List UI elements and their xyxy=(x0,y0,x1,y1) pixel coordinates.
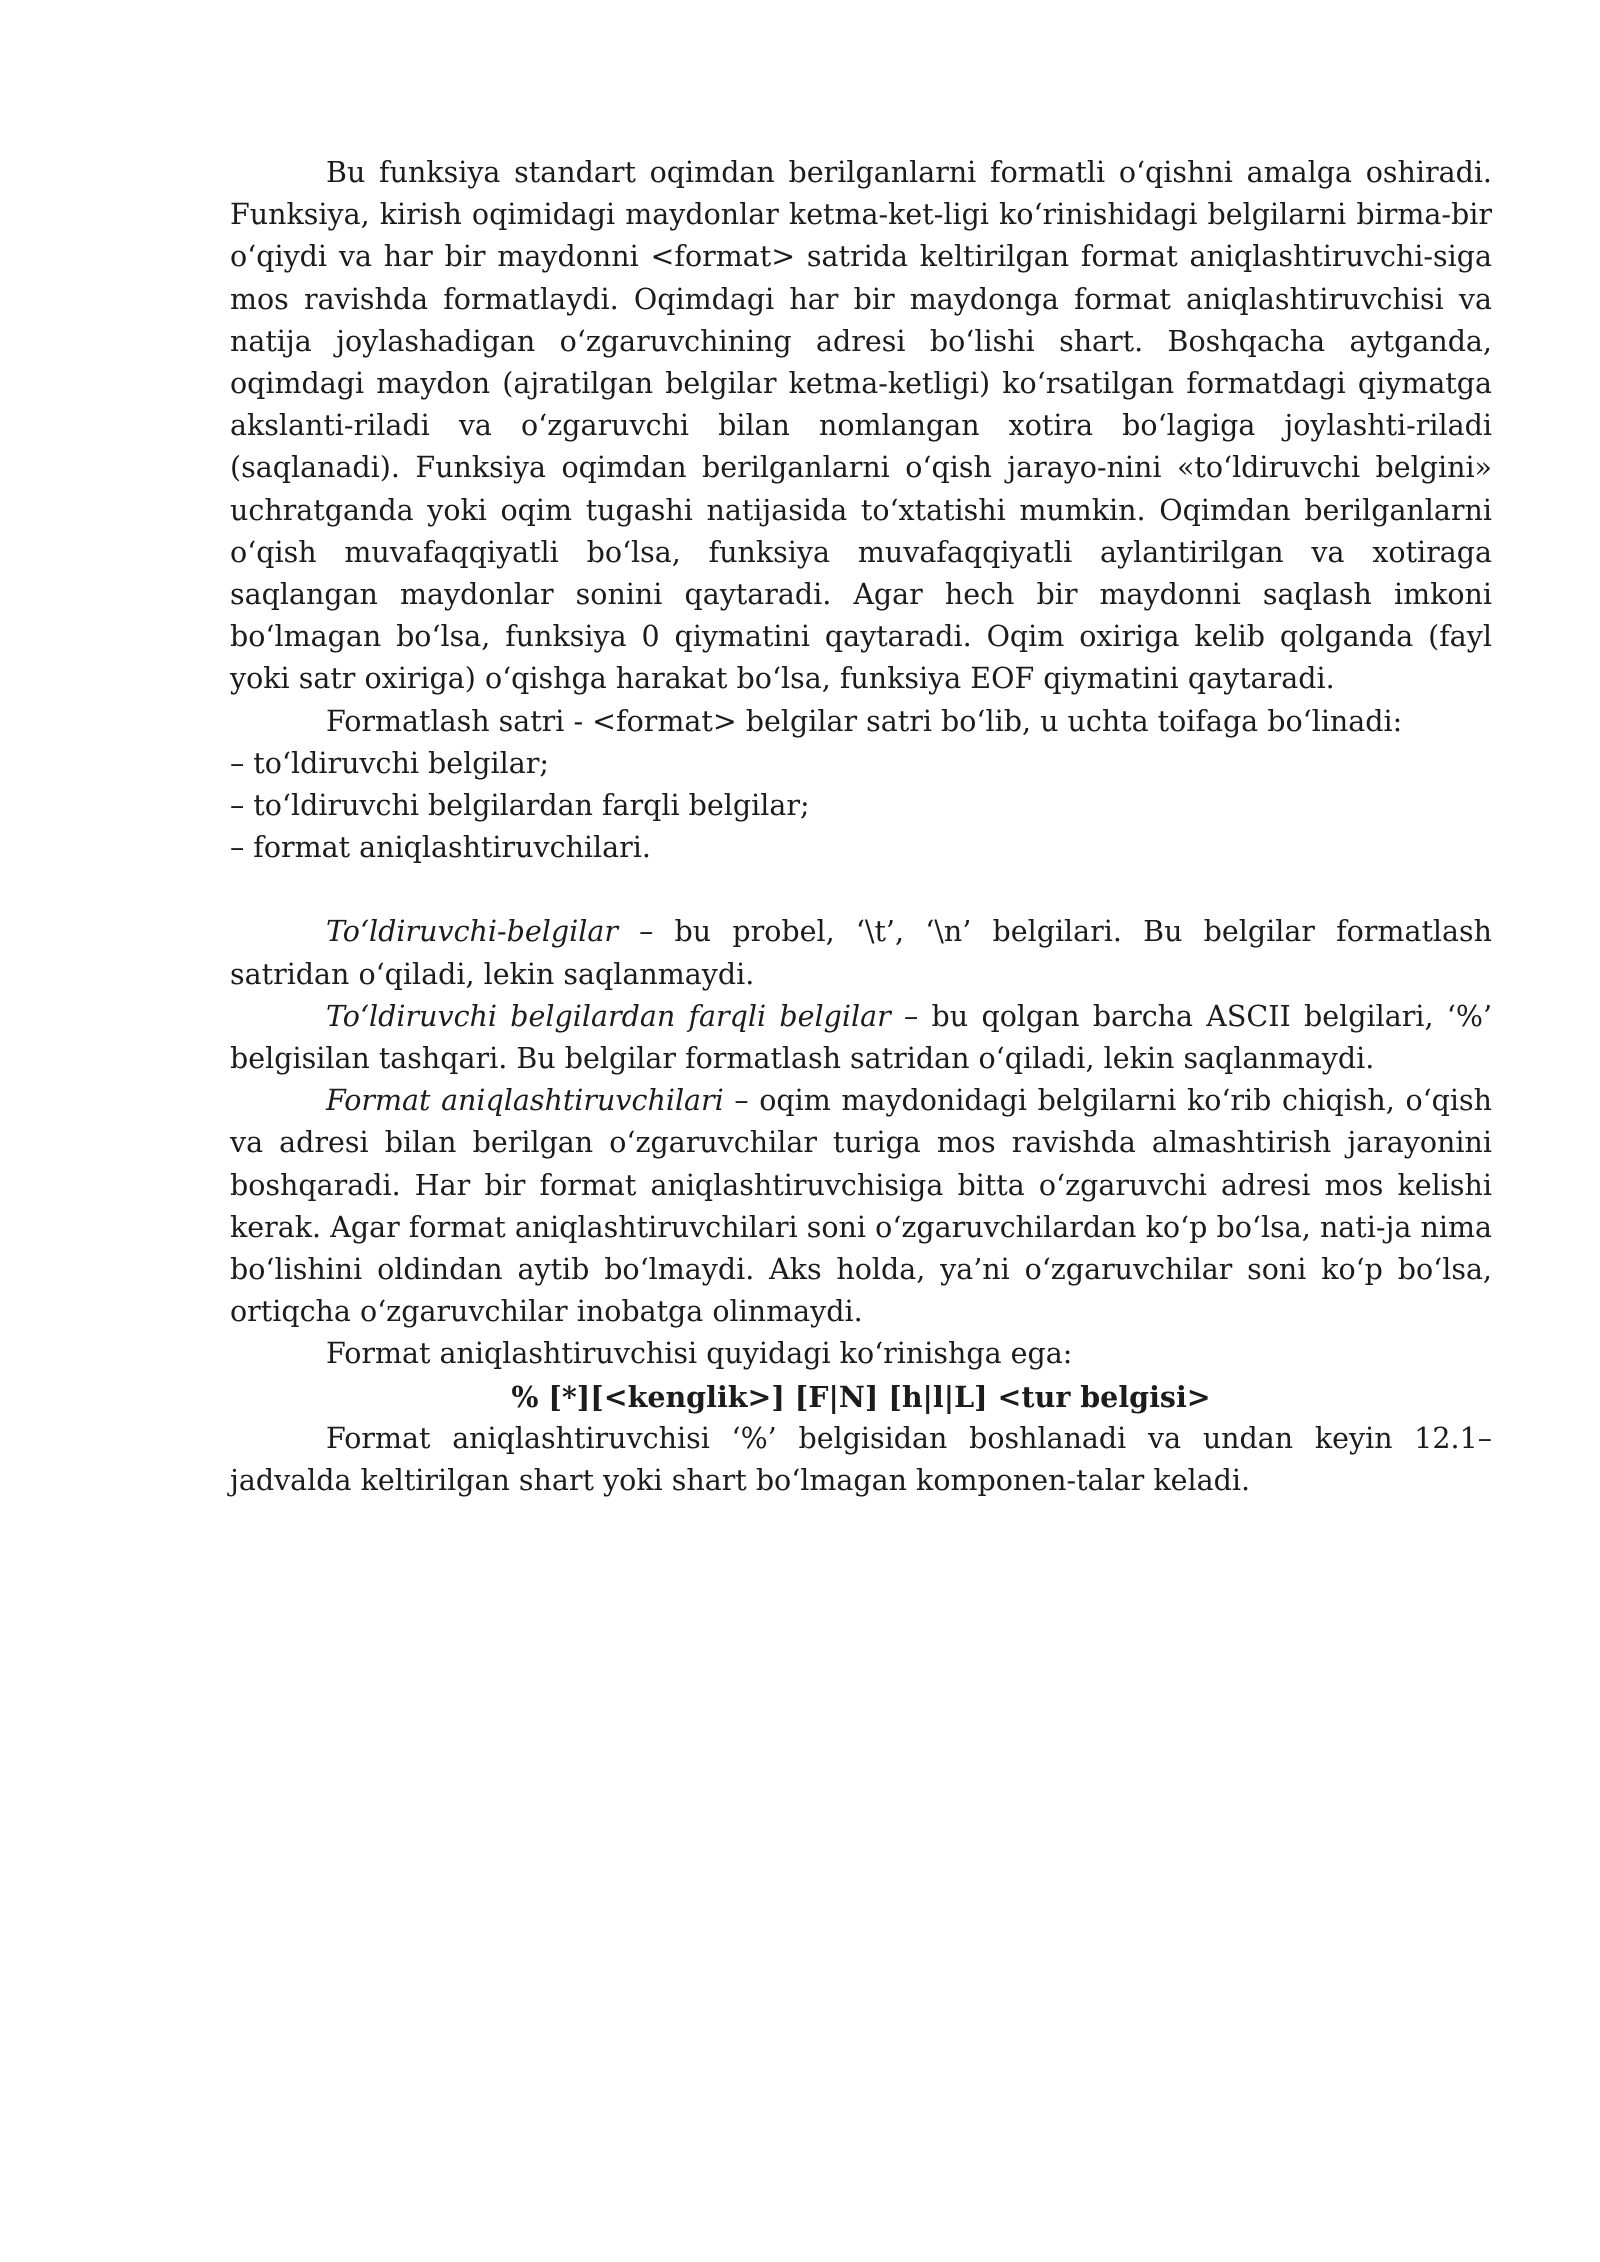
list-item-format-specifiers: – format aniqlashtiruvchilari. xyxy=(230,831,651,865)
term-non-whitespace: To‘ldiruvchi belgilardan farqli belgilar xyxy=(326,999,891,1033)
definition-whitespace: – bu probel, ‘\t’, ‘\n’ belgilari. Bu belgilar formatlash satridan o‘qiladi, lekin saqlanmaydi. xyxy=(230,915,1492,991)
paragraph-format-string: Formatlash satri - <format> belgilar satri bo‘lib, u uchta toifaga bo‘linadi: xyxy=(326,704,1403,738)
term-format-specifiers: Format aniqlashtiruvchilari xyxy=(326,1084,724,1118)
paragraph-gap xyxy=(230,869,1492,911)
list-item-non-whitespace: – to‘ldiruvchi belgilardan farqli belgilar; xyxy=(230,789,810,823)
term-whitespace: To‘ldiruvchi-belgilar xyxy=(326,915,618,949)
paragraph-non-whitespace-definition xyxy=(230,996,1492,1080)
paragraph-whitespace-definition xyxy=(230,911,1492,995)
paragraph-scanf-description: Bu funksiya standart oqimdan berilganlarni formatli o‘qishni amalga oshiradi. Funksiya, kirish oqimidagi maydonlar ketma-ket-ligi ko‘rinishidagi belgilarni birma-bir o‘qiydi va har bir maydonni <format> satrida keltirilgan format aniqlashtiruvchi-siga mos ravishda formatlaydi. Oqimdagi har bir maydonga format aniqlashtiruvchisi va natija joylashadigan o‘zgaruvchining adresi bo‘lishi shart. Boshqacha aytganda, oqimdagi maydon (ajratilgan belgilar ketma-ketligi) ko‘rsatilgan formatdagi qiymatga akslanti-riladi va o‘zgaruvchi bilan nomlangan xotira bo‘lagiga joylashti-riladi (saqlanadi). Funksiya oqimdan berilganlarni o‘qish jarayo-nini «to‘ldiruvchi belgini» uchratganda yoki oqim tugashi natijasida to‘xtatishi mumkin. Oqimdan berilganlarni o‘qish muvafaqqiyatli bo‘lsa, funksiya muvafaqqiyatli aylantirilgan va xotiraga saqlangan maydonlar sonini qaytaradi. Agar hech bir maydonni saqlash imkoni bo‘lmagan bo‘lsa, funksiya 0 qiymatini qaytaradi. Oqim oxiriga kelib qolganda (fayl yoki satr oxiriga) o‘qishga harakat bo‘lsa, funksiya EOF qiymatini qaytaradi. xyxy=(230,156,1492,696)
document-page xyxy=(230,152,1492,1502)
format-specifier-syntax: % [*][<kenglik>] [F|N] [h|l|L] <tur belgisi> xyxy=(511,1379,1211,1414)
paragraph-specifier-components: Format aniqlashtiruvchisi ‘%’ belgisidan boshlanadi va undan keyin 12.1–jadvalda keltirilgan shart yoki shart bo‘lmagan komponen-talar keladi. xyxy=(230,1421,1492,1498)
definition-non-whitespace: – bu qolgan barcha ASCII belgilari, ‘%’ belgisilan tashqari. Bu belgilar formatlash satridan o‘qiladi, lekin saqlanmaydi. xyxy=(230,999,1492,1076)
paragraph-format-specifier-definition xyxy=(230,1080,1492,1333)
list-item-whitespace: – to‘ldiruvchi belgilar; xyxy=(230,746,549,780)
definition-format-specifiers: – oqim maydonidagi belgilarni ko‘rib chiqish, o‘qish va adresi bilan berilgan o‘zgaruvchilar turiga mos ravishda almashtirish jarayonini boshqaradi. Har bir format aniqlashtiruvchisiga bitta o‘zgaruvchi adresi mos kelishi kerak. Agar format aniqlashtiruvchilari soni o‘zgaruvchilardan ko‘p bo‘lsa, nati-ja nima bo‘lishini oldindan aytib bo‘lmaydi. Aks holda, ya’ni o‘zgaruvchilar soni ko‘p bo‘lsa, ortiqcha o‘zgaruvchilar inobatga olinmaydi. xyxy=(230,1084,1493,1329)
paragraph-specifier-form: Format aniqlashtiruvchisi quyidagi ko‘rinishga ega: xyxy=(326,1337,1073,1371)
